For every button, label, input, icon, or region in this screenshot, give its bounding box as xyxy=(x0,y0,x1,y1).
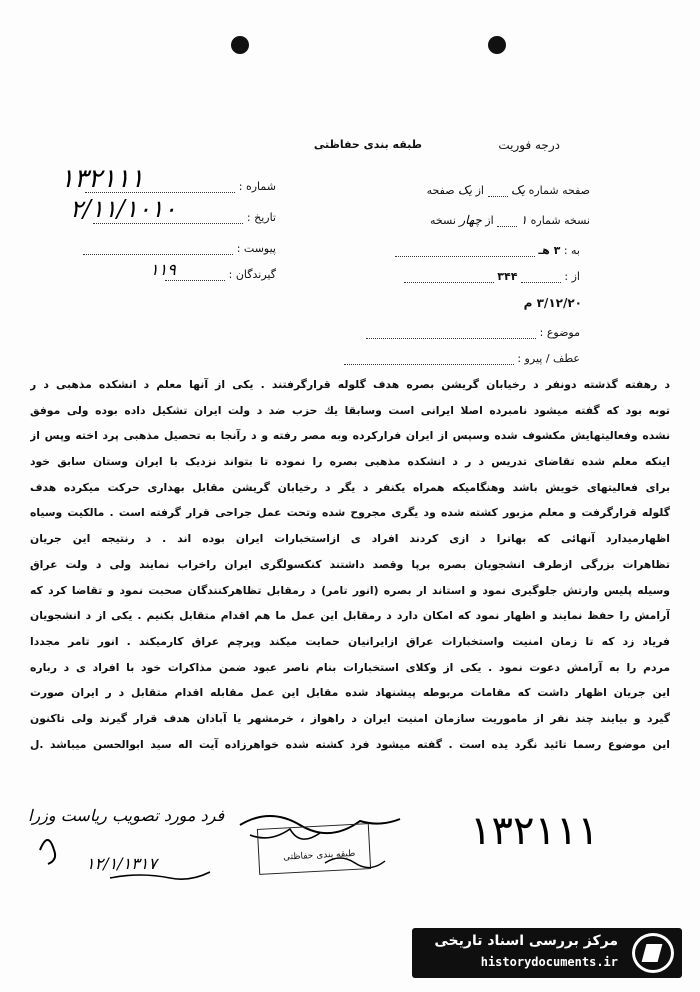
recipients-label: گیرندگان : xyxy=(228,268,276,281)
body-line: برای فعالیتهای خویش باشد وهنگامیکه همراه یکنفر د یگر د رخیابان گریشن مقابل بهداری حرکت میکرده هدف xyxy=(30,480,670,494)
copy-number-row xyxy=(430,213,590,227)
body-line: نشده وفعالیتهایش مکشوف شده وسپس از ایران فرارکرده وبه مصر رفته و د رآنجا به تحصیل مذهبی پرد اخته وپس از xyxy=(30,429,670,443)
large-document-number: ۱۳۲۱۱۱ xyxy=(470,808,599,854)
attachment-field xyxy=(83,242,276,255)
page-value: یک xyxy=(511,183,526,197)
from-row xyxy=(404,270,580,283)
subject-label: موضوع : xyxy=(539,326,580,339)
body-line: آرامش را حفظ نمایند و اظهار نمود که امکان دارد د رمقابل این عمل ما هم اقدام متقابل بکنیم . یکی از د انشجویان xyxy=(30,609,670,623)
body-line: د رهفته گذشته دونفر د رخیابان گریشن بصره هدف گلوله قرارگرفتند . یکی از آنها معلم د انشکده مذهبی د ر xyxy=(30,378,670,391)
punch-hole-right xyxy=(488,36,506,54)
watermark-url: historydocuments.ir xyxy=(480,955,618,969)
body-line: اظهارمیدارد آنهائی که بهاترا د ازی کردند افراد ی ازاستخبارات ایران بوده اند . د رنتیجه این جریان xyxy=(30,532,670,546)
from-value: ۳۴۴ xyxy=(497,270,518,283)
page-label: صفحه شماره xyxy=(528,184,590,197)
classification-stamp xyxy=(257,823,371,875)
copy-total: چهار xyxy=(459,213,482,227)
recipients-field xyxy=(165,268,276,281)
page-suffix: صفحه xyxy=(426,184,455,197)
page-total: یک xyxy=(458,183,473,197)
body-line: تظاهرات بزرگی ازطرف انشجویان بصره برپا وقصد داشتند کنکسولگری ایران راخراب نمایند ولی د ولت عراق xyxy=(30,557,670,571)
follow-row xyxy=(344,352,580,365)
copy-of: از xyxy=(485,214,494,227)
watermark-title: مرکز بررسی اسناد تاریخی xyxy=(434,933,618,949)
to-value: ۳ هـ xyxy=(538,244,561,257)
page-number-row xyxy=(427,183,590,197)
signature-note: فرد مورد تصویب ریاست وزرا xyxy=(28,806,225,825)
subject-row xyxy=(366,326,580,339)
from-label: از : xyxy=(564,270,580,283)
body-line: اینکه معلم شده تقاضای تدریس د ر د انشکده مذهبی بصره را نموده تا بتواند نزدیک با ایران وستان سابق خود xyxy=(30,455,670,469)
date-handwritten: ۲/۱۱/۱۰۱۰ xyxy=(70,195,177,223)
to-label: به : xyxy=(563,244,580,257)
archive-watermark xyxy=(412,928,682,978)
follow-label: عطف / پیرو : xyxy=(517,352,580,365)
punch-hole-left xyxy=(231,36,249,54)
handwritten-date: ۱۲/۱/۱۳۱۷ xyxy=(86,854,157,873)
copy-suffix: نسخه xyxy=(430,214,456,227)
priority-label: درجه فوریت xyxy=(498,138,560,152)
to-row xyxy=(395,244,580,257)
body-line: گیرد و بیایند چند نفر از ماموریت سازمان امنیت ایران د راهواز ، خرمشهر یا آبادان هدف قرار گیرند ولی تاکنون xyxy=(30,711,670,725)
copy-label: نسخه شماره xyxy=(530,214,590,227)
copy-value: ۱ xyxy=(520,213,528,227)
body-line: گلوله قرارگرفت و معلم مزبور کشته شده ود یگری مجروح شده وتحت عمل جراحی قرار گرفته است . مالکیت وسیاه xyxy=(30,506,670,520)
recipients-handwritten: ۱۱۹ xyxy=(150,260,176,279)
body-line: فریاد زد که تا زمان امنیت واستخبارات عراق ازایرانیان حمایت میکند وپرچم عراق کارمیکند . انور تامر مجددا xyxy=(30,634,670,648)
number-label: شماره : xyxy=(238,180,276,193)
stamp-label: طبقه بندی حفاظتی xyxy=(282,848,356,863)
reference-line: ۳/۱۲/۲۰ م xyxy=(523,296,582,310)
archive-logo-icon xyxy=(632,933,674,973)
letter-body xyxy=(30,372,670,757)
classification-label: طبقه بندی حفاظتی xyxy=(313,138,422,151)
body-line: مردم را به آرامش دعوت نمود . یکی از وکلای استخبارات بنام ناصر عبود ضمن مذاکرات خود با افراد ی د رباره xyxy=(30,660,670,674)
page-of: از xyxy=(475,184,484,197)
attachment-label: پیوست : xyxy=(236,242,276,255)
date-label: تاریخ : xyxy=(246,211,276,224)
body-line: توبه بود که گفته میشود نامبرده اصلا ایرانی است وسابقا یك حزب ضد د ولت ایران تشکیل داده بوده ولی موفق xyxy=(30,403,670,417)
body-line: این موضوع رسما تائید نگرد یده است . گفته میشود فرد کشته شده خواهرزاده آیت اله سید ابوالحسن میباشد .ل xyxy=(30,737,670,751)
body-line: این جریان اظهار داشت که مقامات مربوطه پیشنهاد شده مقابل این عمل مقابله اقدام متقابل د ر ایران صورت xyxy=(30,686,670,700)
body-line: وسیله پلیس وارتش جلوگیری نمود و استاند ار بصره (انور تامر) د رمقابل تظاهرکنندگان صحبت نمود و تقاضا کرد که xyxy=(30,583,670,597)
number-handwritten: ۱۳۲۱۱۱ xyxy=(60,164,144,194)
